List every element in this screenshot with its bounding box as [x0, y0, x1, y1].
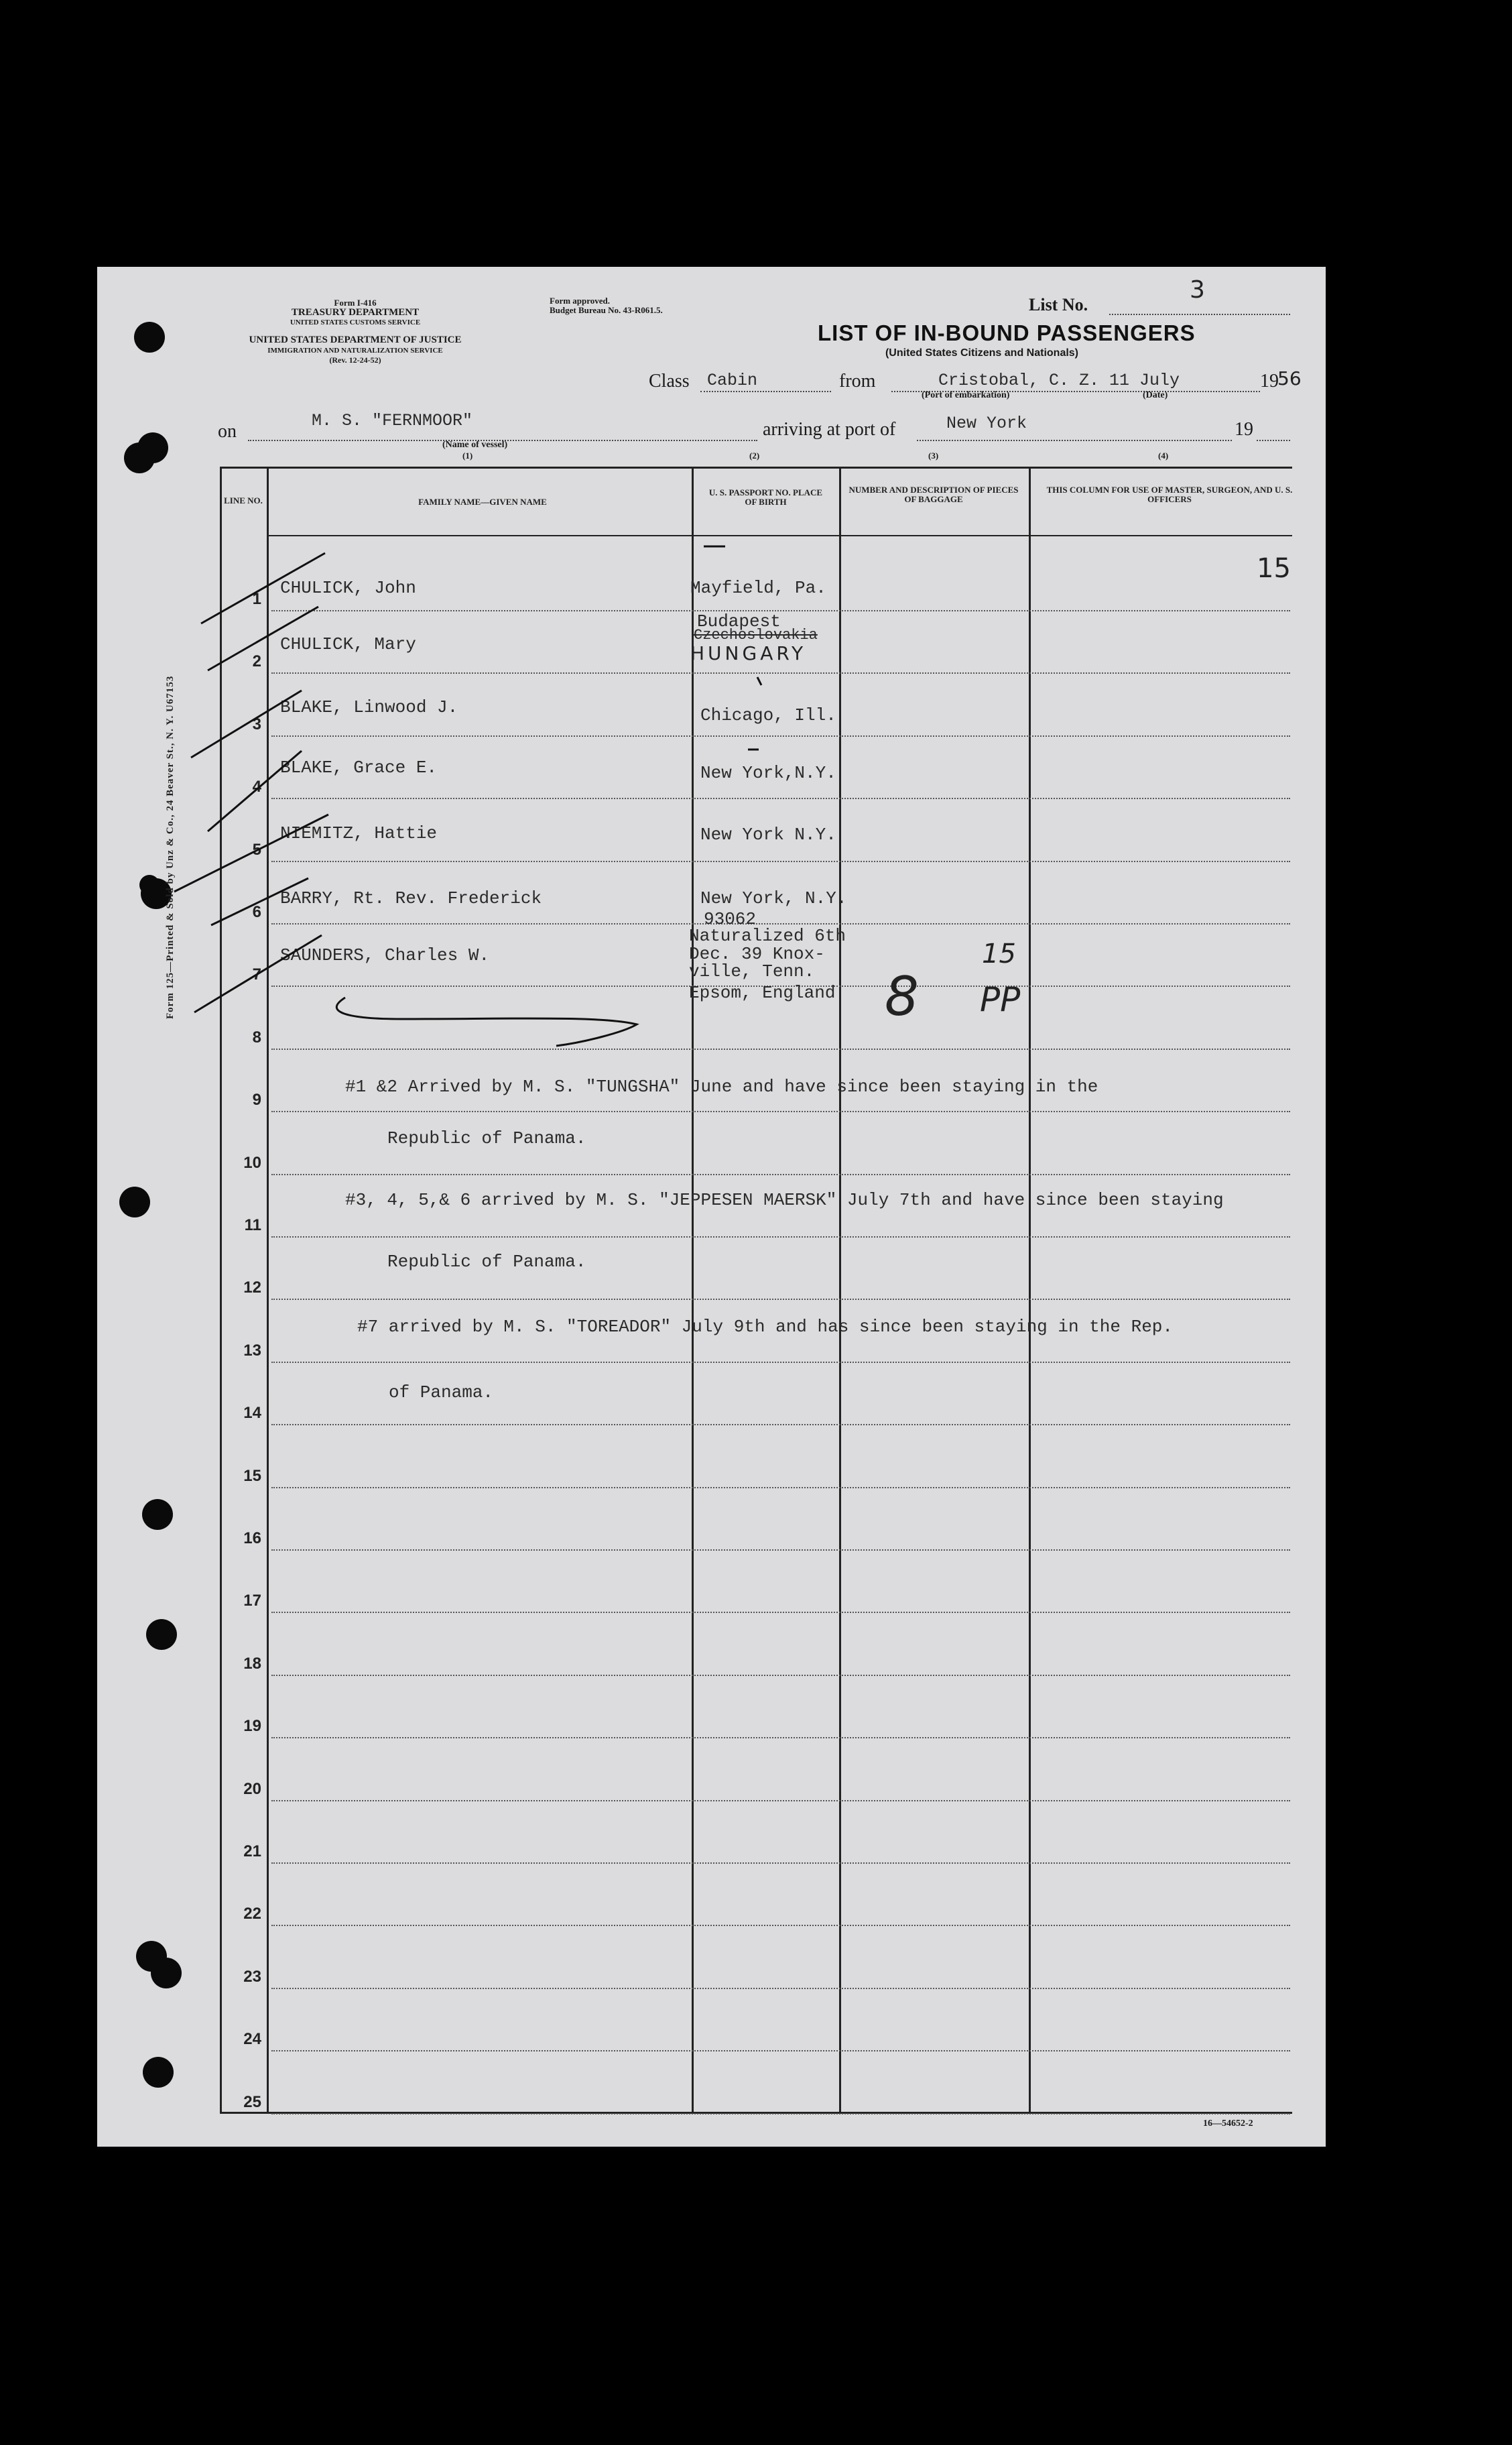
line-number: 20: [243, 1779, 261, 1798]
passenger-count: 15: [1257, 553, 1291, 584]
line-number: 18: [243, 1654, 261, 1673]
line-number: 23: [243, 1967, 261, 1986]
line-number: 10: [243, 1153, 261, 1172]
year-prefix: 19: [1260, 371, 1279, 392]
passenger-passport-number: 93062: [704, 909, 757, 929]
line-number: 9: [252, 1091, 261, 1110]
justice-dept: UNITED STATES DEPARTMENT OF JUSTICE: [249, 335, 462, 345]
line-number: 3: [252, 715, 261, 733]
note-line: #7 arrived by M. S. "TOREADOR" July 9th and has since been staying in the Rep.: [357, 1317, 1173, 1337]
arrival-year-prefix: 19: [1235, 419, 1253, 440]
line-number: 16: [243, 1529, 261, 1547]
col-head-officers: THIS COLUMN FOR USE OF MASTER, SURGEON, AND U. S. OFFICERS: [1046, 485, 1293, 504]
passenger-naturalization: Dec. 39 Knox-: [689, 944, 825, 964]
passenger-name: BARRY, Rt. Rev. Frederick: [280, 888, 542, 908]
passenger-birthplace: Epsom, England: [689, 983, 836, 1003]
budget-bureau: Budget Bureau No. 43-R061.5.: [550, 305, 663, 315]
from-label: from: [839, 371, 876, 392]
passenger-birthplace-handwritten: HUNGARY: [690, 642, 807, 664]
vessel-name: M. S. "FERNMOOR": [312, 411, 473, 430]
revision-date: (Rev. 12-24-52): [329, 355, 381, 365]
passenger-birthplace: New York, N.Y.: [700, 888, 847, 908]
col-caption-2: (2): [749, 451, 760, 461]
passenger-naturalization: ville, Tenn.: [689, 961, 815, 981]
check-mark: [208, 607, 318, 670]
passenger-name: SAUNDERS, Charles W.: [280, 945, 490, 965]
on-label: on: [218, 421, 237, 442]
line-number: 24: [243, 2030, 261, 2049]
line-number: 25: [243, 2092, 261, 2111]
passenger-birthplace: Mayfield, Pa.: [690, 578, 826, 598]
line-number: 1: [252, 590, 261, 608]
baggage-unit: PP: [980, 980, 1021, 1019]
baggage-pieces: 15: [982, 939, 1016, 969]
year-value: 56: [1277, 367, 1302, 390]
check-mark: [191, 691, 302, 758]
vessel-caption: (Name of vessel): [442, 440, 508, 450]
date-caption: (Date): [1143, 390, 1168, 400]
line-number: 21: [243, 1842, 261, 1860]
line-number: 2: [252, 652, 261, 671]
col-head-name: FAMILY NAME—GIVEN NAME: [418, 497, 547, 507]
col-head-baggage: NUMBER AND DESCRIPTION OF PIECES OF BAGGAGE: [848, 485, 1019, 504]
passenger-name: NIEMITZ, Hattie: [280, 823, 438, 843]
line-number: 13: [243, 1341, 261, 1360]
form-approved: Form approved.: [550, 296, 611, 306]
line-number: 19: [243, 1717, 261, 1736]
list-no-label: List No.: [1029, 295, 1088, 314]
passenger-name: CHULICK, Mary: [280, 634, 416, 654]
passenger-name: BLAKE, Grace E.: [280, 758, 438, 778]
line-number: 5: [252, 840, 261, 859]
list-no-value: 3: [1190, 276, 1205, 304]
passenger-name: BLAKE, Linwood J.: [280, 697, 458, 717]
customs-service: UNITED STATES CUSTOMS SERVICE: [290, 318, 421, 326]
passenger-name: CHULICK, John: [280, 578, 416, 598]
class-value: Cabin: [707, 371, 758, 390]
dash-mark: [757, 677, 761, 685]
line-number: 12: [243, 1278, 261, 1297]
ins-service: IMMIGRATION AND NATURALIZATION SERVICE: [267, 347, 443, 355]
passenger-birthplace: New York,N.Y.: [700, 763, 836, 783]
arrival-port: New York: [946, 414, 1027, 433]
treasury-dept: TREASURY DEPARTMENT: [291, 307, 420, 318]
col-head-line-no: LINE NO.: [224, 495, 263, 505]
note-line: #1 &2 Arrived by M. S. "TUNGSHA" June and have since been staying in the: [345, 1077, 1098, 1097]
footer-code: 16—54652-2: [1203, 2119, 1253, 2129]
port-of-embarkation: Cristobal, C. Z. 11 July: [938, 371, 1180, 390]
check-mark: [194, 935, 322, 1012]
line-number: 22: [243, 1905, 261, 1923]
passenger-naturalization: Naturalized 6th: [689, 926, 846, 946]
end-of-list-stroke: [336, 998, 637, 1046]
port-caption: (Port of embarkation): [922, 390, 1010, 400]
passenger-birthplace: New York N.Y.: [700, 825, 836, 845]
col-caption-1: (1): [462, 451, 473, 461]
line-number: 8: [252, 1028, 261, 1047]
class-label: Class: [649, 371, 690, 392]
passenger-birthplace: Chicago, Ill.: [700, 705, 836, 725]
form-title: LIST OF IN-BOUND PASSENGERS: [818, 320, 1196, 345]
line-number: 14: [243, 1404, 261, 1423]
note-line: Republic of Panama.: [387, 1128, 586, 1148]
col-caption-4: (4): [1158, 451, 1169, 461]
passenger-birthplace: Budapest: [697, 611, 781, 632]
printer-imprint: Form 125—Printed & Sold by Unz & Co., 24 Beaver St., N. Y. U67153: [165, 675, 176, 1019]
baggage-total: 8: [885, 965, 919, 1028]
note-line: Republic of Panama.: [387, 1252, 586, 1272]
line-number: 15: [243, 1466, 261, 1485]
line-number: 17: [243, 1592, 261, 1610]
col-caption-3: (3): [928, 451, 939, 461]
line-number: 11: [244, 1216, 261, 1234]
passenger-birthplace-struck: Czechoslovakia: [694, 627, 818, 644]
line-number: 4: [252, 778, 261, 796]
note-line: #3, 4, 5,& 6 arrived by M. S. "JEPPESEN MAERSK" July 7th and have since been staying: [345, 1190, 1224, 1210]
arriving-label: arriving at port of: [763, 419, 896, 440]
check-mark: [211, 878, 308, 925]
form-number: Form I-416: [334, 298, 377, 308]
check-mark: [208, 751, 302, 831]
line-number: 6: [252, 903, 261, 921]
form-subtitle: (United States Citizens and Nationals): [885, 347, 1079, 359]
note-line: of Panama.: [389, 1382, 494, 1403]
col-head-passport: U. S. PASSPORT NO. PLACE OF BIRTH: [708, 487, 823, 507]
line-number: 7: [252, 965, 261, 984]
